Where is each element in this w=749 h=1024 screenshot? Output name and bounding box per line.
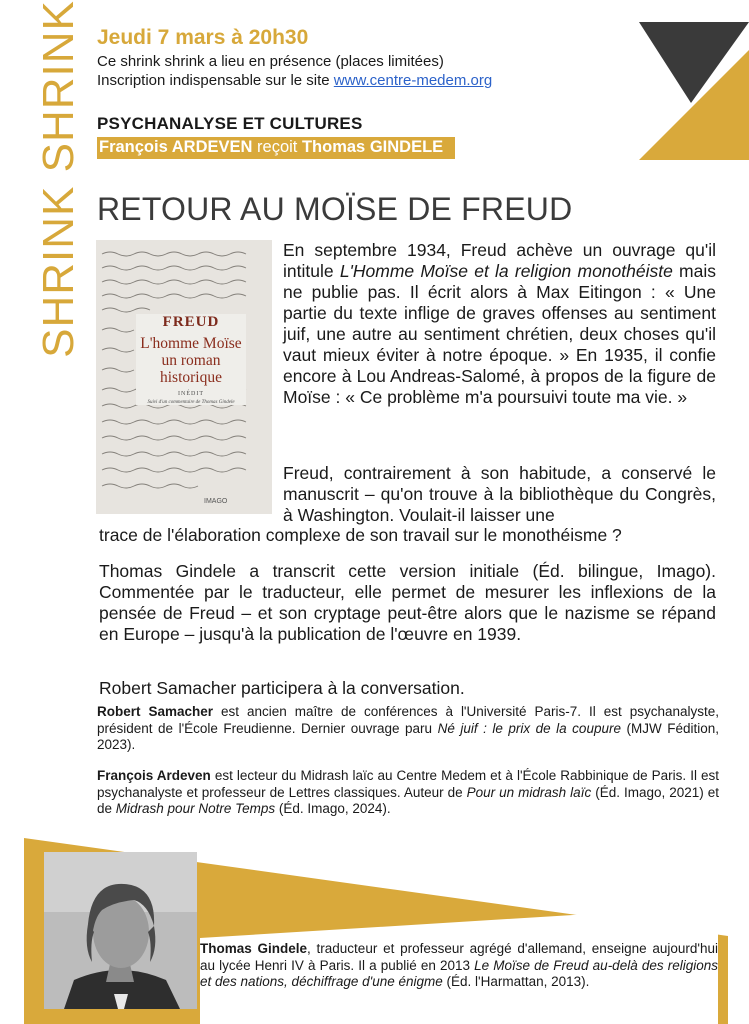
event-header (97, 26, 597, 90)
gindele-book: Le Moïse de Freud au-delà des religions et des nations, déchiffrage d'une énigme (200, 957, 718, 989)
cover-label (136, 314, 246, 405)
ardeven-text-a: est lecteur du Midrash laïc au Centre Medem et à l'École Rabbinique de Paris. Il est psychanalyste et professeur de Lettres classiques. Auteur de (97, 768, 719, 800)
page-title: RETOUR AU MOÏSE DE FREUD (97, 191, 573, 227)
portrait-illustration (44, 852, 197, 1009)
registration-line (97, 71, 597, 90)
program-guests-band (97, 137, 455, 159)
p1-book-title: L'Homme Moïse et la religion monothéiste (339, 261, 673, 281)
event-info-line: Ce shrink shrink a lieu en présence (places limitées) (97, 53, 444, 70)
ardeven-name: François Ardeven (97, 768, 211, 783)
receives-text: reçoit (252, 138, 302, 156)
website-link[interactable]: www.centre-medem.org (333, 72, 493, 89)
paragraph-4: Robert Samacher participera à la conversation. (99, 678, 465, 698)
samacher-name: Robert Samacher (97, 704, 214, 719)
host-name: François ARDEVEN (99, 138, 253, 156)
bio-ardeven (97, 768, 719, 818)
cover-author: FREUD (162, 314, 220, 330)
event-date: Jeudi 7 mars à 20h30 (97, 26, 309, 49)
ardeven-text-b: (Éd. Imago, 2021) et de (97, 784, 719, 816)
cover-title: L'homme Moïse un roman historique (140, 335, 242, 386)
cover-comment: Suivi d'un commentaire de Thomas Gindele (147, 400, 235, 405)
samacher-text-a: est ancien maître de conférences à l'Université Paris-7. Il est psychanalyste, président de l'École Freudienne. Dernier ouvrage paru (97, 704, 719, 736)
paragraph-2: Freud, contrairement à son habitude, a conservé le manuscrit – qu'on trouve à la bibliothèque du Congrès, à Washington. Voulait-il laisser une (283, 463, 716, 525)
cover-publisher: IMAGO (204, 498, 228, 505)
bio-gindele (200, 941, 718, 991)
ardeven-book-1: Pour un midrash laïc (466, 784, 592, 800)
gindele-text-b: (Éd. l'Harmattan, 2013). (442, 974, 590, 989)
guest-name: Thomas GINDELE (301, 138, 444, 156)
gindele-text-a: , traducteur et professeur agrégé d'allemand, enseigne aujourd'hui au lycée Henri IV à Paris. Il a publié en 2013 (200, 941, 718, 973)
registration-text: Inscription indispensable sur le site (97, 72, 334, 89)
side-title-text: SHRINK SHRINK (34, 0, 83, 358)
bio-samacher (97, 704, 719, 754)
paragraph-1 (283, 240, 716, 408)
paragraph-2-end: trace de l'élaboration complexe de son travail sur le monothéisme ? (99, 525, 622, 545)
gindele-name: Thomas Gindele (200, 941, 308, 956)
cover-inedit: INÉDIT (178, 391, 204, 397)
p1-text-a: En septembre 1934, Freud achève un ouvrage qu'il intitule (283, 240, 716, 281)
ardeven-text-c: (Éd. Imago, 2024). (275, 801, 391, 816)
samacher-book: Né juif : le prix de la coupure (437, 720, 621, 736)
program-category: PSYCHANALYSE ET CULTURES (97, 114, 363, 133)
program-block (97, 114, 455, 159)
ardeven-book-2: Midrash pour Notre Temps (115, 801, 276, 816)
portrait-photo (44, 852, 197, 1009)
book-cover (96, 240, 272, 514)
p1-text-b: mais ne publie pas. Il écrit alors à Max Eitingon : « Une partie du texte inflige de graves offenses au sentiment juif, une autre au sentiment chrétien, deux choses qu'il vaut mieux éviter à notre époque. » En 1935, il confie encore à Lou Andreas-Salomé, à propos de la figure de Moïse : « Ce problème m'a poursuivi toute ma vie. » (283, 261, 717, 407)
samacher-text-b: (MJW Fédition, 2023). (97, 720, 719, 752)
corner-triangles (609, 0, 749, 160)
side-title (34, 0, 83, 358)
paragraph-3: Thomas Gindele a transcrit cette version initiale (Éd. bilingue, Imago). Commentée par le traducteur, elle permet de mesurer les inflexions de la pensée de Freud – et son cryptage peut-être alors que le nazisme se répand en Europe – jusqu'à la publication de l'œuvre en 1939. (99, 561, 716, 644)
